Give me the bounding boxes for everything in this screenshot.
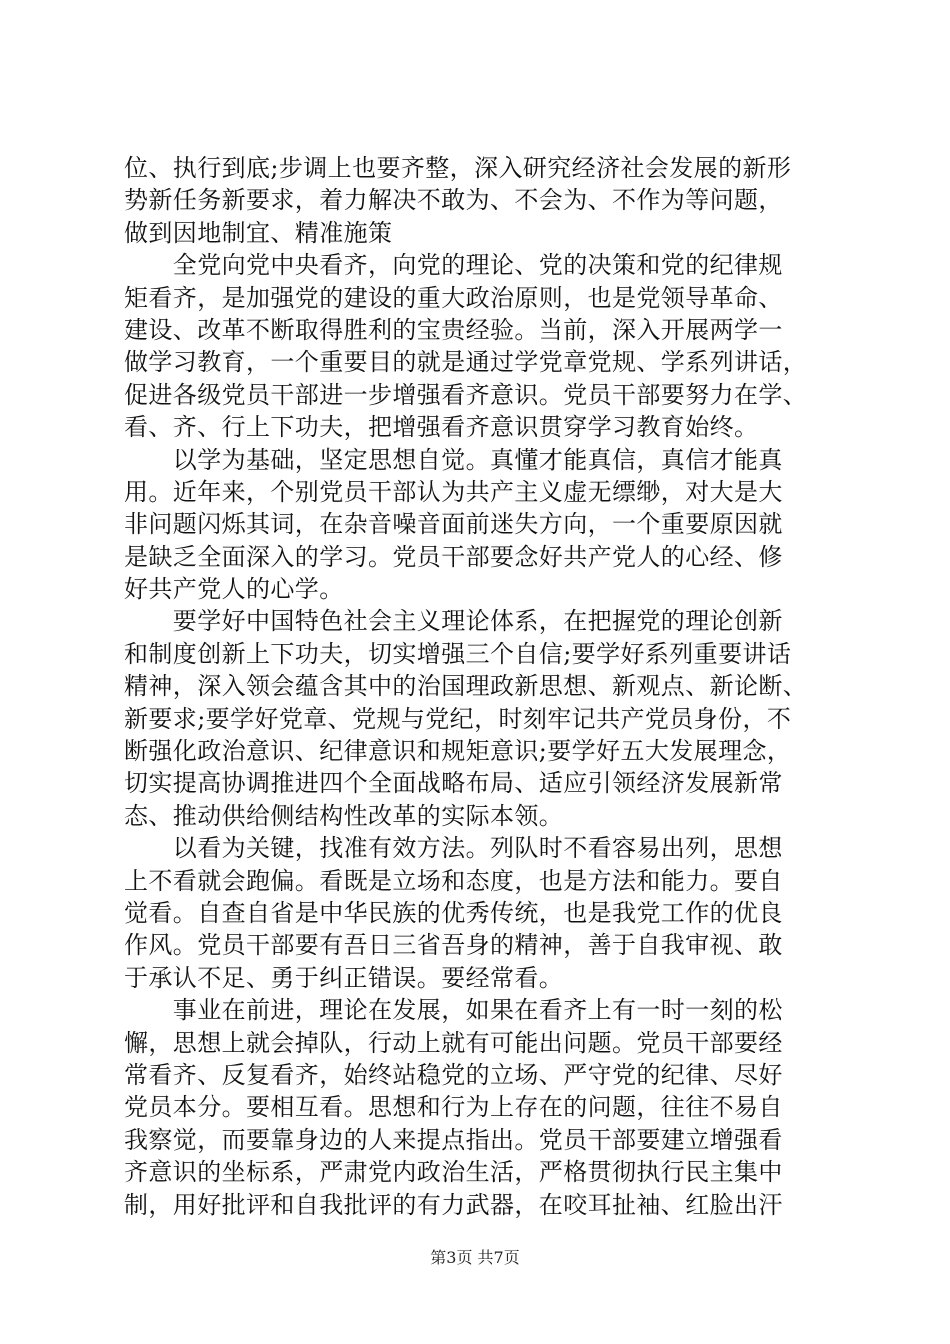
text-line: 党员本分。要相互看。思想和行为上存在的问题，往往不易自 <box>124 1093 783 1122</box>
text-line: 以学为基础，坚定思想自觉。真懂才能真信，真信才能真 <box>124 445 783 474</box>
text-line: 矩看齐，是加强党的建设的重大政治原则，也是党领导革命、 <box>124 283 783 312</box>
text-line: 精神，深入领会蕴含其中的治国理政新思想、新观点、新论断、 <box>124 672 808 701</box>
text-line: 以看为关键，找准有效方法。列队时不看容易出列，思想 <box>124 834 783 863</box>
text-line: 做到因地制宜、精准施策 <box>124 218 393 247</box>
text-line: 于承认不足、勇于纠正错误。要经常看。 <box>124 963 564 992</box>
text-line: 制，用好批评和自我批评的有力武器，在咬耳扯袖、红脸出汗 <box>124 1190 783 1219</box>
text-line: 做学习教育，一个重要目的就是通过学党章党规、学系列讲话， <box>124 348 808 377</box>
text-line: 切实提高协调推进四个全面战略布局、适应引领经济发展新常 <box>124 769 783 798</box>
text-line: 好共产党人的心学。 <box>124 575 344 604</box>
text-line: 是缺乏全面深入的学习。党员干部要念好共产党人的心经、修 <box>124 542 783 571</box>
text-line: 常看齐、反复看齐，始终站稳党的立场、严守党的纪律、尽好 <box>124 1060 783 1089</box>
text-line: 用。近年来，个别党员干部认为共产主义虚无缥缈，对大是大 <box>124 477 783 506</box>
text-line: 态、推动供给侧结构性改革的实际本领。 <box>124 801 564 830</box>
page-footer: 第3页 共7页 <box>430 1248 520 1267</box>
text-line: 齐意识的坐标系，严肃党内政治生活，严格贯彻执行民主集中 <box>124 1158 783 1187</box>
text-line: 新要求;要学好党章、党规与党纪，时刻牢记共产党员身份，不 <box>124 704 792 733</box>
text-line: 断强化政治意识、纪律意识和规矩意识;要学好五大发展理念， <box>124 737 792 766</box>
text-line: 看、齐、行上下功夫，把增强看齐意识贯穿学习教育始终。 <box>124 413 759 442</box>
text-line: 和制度创新上下功夫，切实增强三个自信;要学好系列重要讲话 <box>124 639 792 668</box>
text-line: 懈，思想上就会掉队，行动上就有可能出问题。党员干部要经 <box>124 1028 783 1057</box>
text-line: 觉看。自查自省是中华民族的优秀传统，也是我党工作的优良 <box>124 898 783 927</box>
text-line: 非问题闪烁其词，在杂音噪音面前迷失方向，一个重要原因就 <box>124 510 783 539</box>
text-line: 上不看就会跑偏。看既是立场和态度，也是方法和能力。要自 <box>124 866 783 895</box>
text-line: 促进各级党员干部进一步增强看齐意识。党员干部要努力在学、 <box>124 380 808 409</box>
text-line: 事业在前进，理论在发展，如果在看齐上有一时一刻的松 <box>124 996 783 1025</box>
text-line: 位、执行到底;步调上也要齐整，深入研究经济社会发展的新形 <box>124 154 792 182</box>
text-line: 我察觉，而要靠身边的人来提点指出。党员干部要建立增强看 <box>124 1125 783 1154</box>
text-line: 全党向党中央看齐，向党的理论、党的决策和党的纪律规 <box>124 251 783 280</box>
text-line: 势新任务新要求，着力解决不敢为、不会为、不作为等问题， <box>124 186 783 215</box>
text-line: 作风。党员干部要有吾日三省吾身的精神，善于自我审视、敢 <box>124 931 783 960</box>
document-body <box>124 152 834 1221</box>
text-line: 要学好中国特色社会主义理论体系，在把握党的理论创新 <box>124 607 783 636</box>
text-line: 建设、改革不断取得胜利的宝贵经验。当前，深入开展两学一 <box>124 315 783 344</box>
